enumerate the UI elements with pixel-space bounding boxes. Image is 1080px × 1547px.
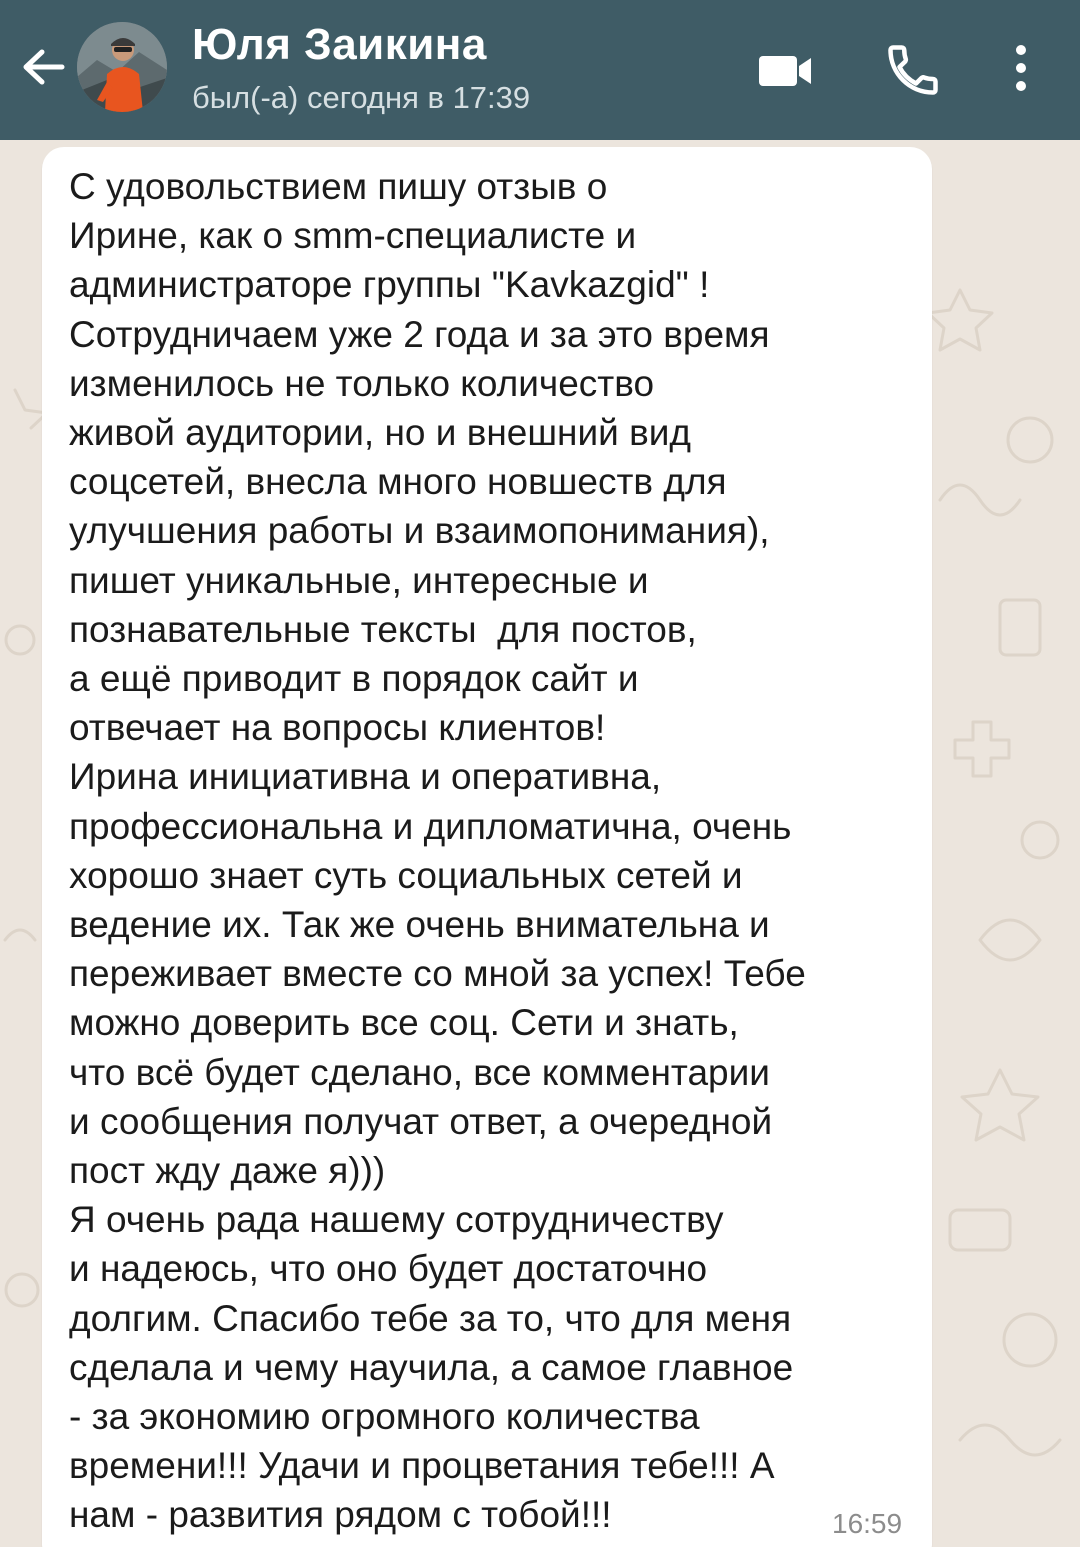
phone-icon	[883, 40, 943, 100]
back-button[interactable]	[18, 40, 70, 92]
more-vert-icon	[993, 40, 1049, 100]
contact-name[interactable]: Юля Заикина	[192, 20, 487, 69]
message-text: С удовольствием пишу отзыв о Ирине, как о smm-специалисте и администраторе группы "Kavkazgid" ! Сотрудничаем уже 2 года и за это время изменилось не только количество живой аудитории, но и внешний вид соцсетей, внесла много новшеств для улучшения работы и взаимопонимания), пишет уникальные, интересные и познавательные тексты для постов, а ещё приводит в порядок сайт и отвечает на вопросы клиентов! Ирина инициативна и оперативна, профессиональна и дипломатична, очень хорошо знает суть социальных сетей и ведение их. Так же очень внимательна и переживает вместе со мной за успех! Тебе можно доверить все соц. Сети и знать, что всё будет сделано, все комментарии и сообщения получат ответ, а очередной пост жду даже я))) Я очень рада нашему сотрудничеству и надеюсь, что оно будет достаточно долгим. Спасибо тебе за то, что для меня сделала и чему научила, а самое главное - за экономию огромного количества времени!!! Удачи и процветания тебе!!! А нам - развития рядом с тобой!!!	[69, 166, 806, 1536]
voice-call-button[interactable]	[883, 40, 943, 100]
video-call-button[interactable]	[756, 40, 816, 100]
avatar-photo	[77, 22, 167, 112]
video-camera-icon	[756, 40, 816, 100]
chat-header	[0, 0, 1080, 140]
more-options-button[interactable]	[993, 40, 1049, 100]
message-timestamp: 16:59	[832, 1508, 903, 1539]
back-arrow-icon	[18, 40, 70, 92]
last-seen-status: был(-а) сегодня в 17:39	[192, 80, 531, 115]
contact-avatar[interactable]	[77, 22, 167, 112]
